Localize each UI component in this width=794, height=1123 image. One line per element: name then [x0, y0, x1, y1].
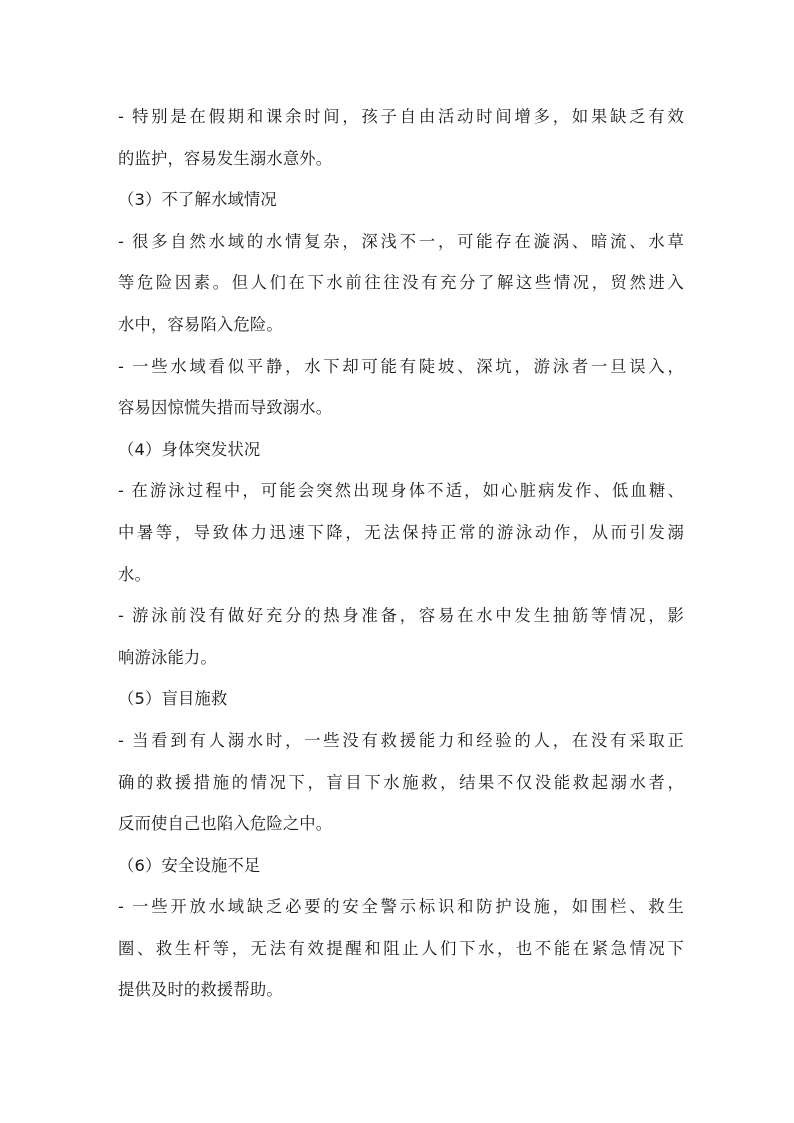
- section-heading: （6）安全设施不足: [118, 855, 261, 875]
- body-line: 水中，容易陷入危险。: [118, 314, 283, 334]
- body-line: - 一些开放水域缺乏必要的安全警示标识和防护设施，如围栏、救生: [118, 897, 684, 917]
- body-line: - 特别是在假期和课余时间，孩子自由活动时间增多，如果缺乏有效: [118, 107, 684, 126]
- body-line: - 游泳前没有做好充分的热身准备，容易在水中发生抽筋等情况，影: [118, 606, 684, 626]
- section-heading: （3）不了解水域情况: [118, 190, 277, 210]
- document-body: [118, 96, 684, 1011]
- body-line: - 当看到有人溺水时，一些没有救援能力和经验的人，在没有采取正: [118, 730, 684, 750]
- body-line: - 在游泳过程中，可能会突然出现身体不适，如心脏病发作、低血糖、: [118, 481, 684, 501]
- body-line: 圈、救生杆等，无法有效提醒和阻止人们下水，也不能在紧急情况下: [118, 938, 684, 958]
- body-line: 提供及时的救援帮助。: [118, 980, 283, 1000]
- body-line: 的监护，容易发生溺水意外。: [118, 148, 333, 168]
- body-line: - 一些水域看似平静，水下却可能有陡坡、深坑，游泳者一旦误入，: [118, 356, 684, 376]
- body-line: - 很多自然水域的水情复杂，深浅不一，可能存在漩涡、暗流、水草: [118, 231, 684, 251]
- body-line: 容易因惊慌失措而导致溺水。: [118, 398, 333, 418]
- body-line: 等危险因素。但人们在下水前往往没有充分了解这些情况，贸然进入: [118, 273, 684, 293]
- section-heading: （5）盲目施救: [118, 689, 228, 709]
- section-heading: （4）身体突发状况: [118, 439, 261, 459]
- body-line: 水。: [118, 564, 151, 584]
- body-line: 反而使自己也陷入危险之中。: [118, 814, 333, 834]
- body-line: 确的救援措施的情况下，盲目下水施救，结果不仅没能救起溺水者，: [118, 772, 684, 792]
- body-line: 中暑等，导致体力迅速下降，无法保持正常的游泳动作，从而引发溺: [118, 522, 684, 542]
- body-line: 响游泳能力。: [118, 647, 217, 667]
